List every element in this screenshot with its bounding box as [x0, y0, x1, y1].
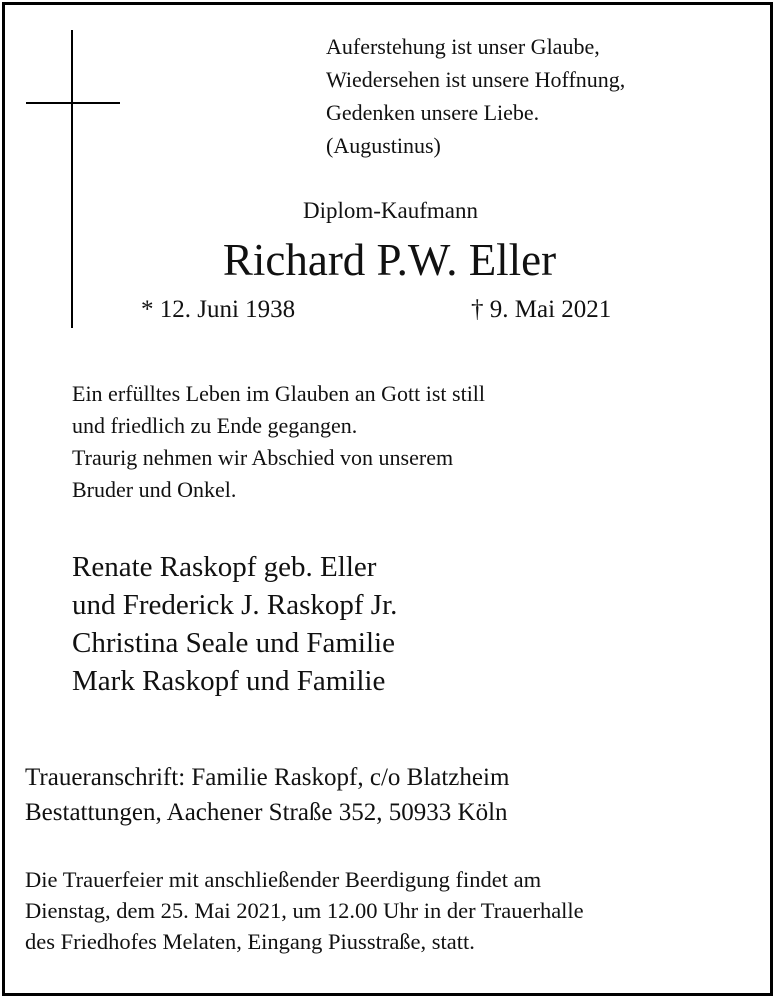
birth-date: * 12. Juni 1938 [141, 296, 296, 323]
quote-line: Wiedersehen ist unsere Hoffnung, [326, 67, 626, 92]
quote-line: Gedenken unsere Liebe. [326, 100, 540, 125]
address-line: Bestattungen, Aachener Straße 352, 50933 Köln [25, 799, 508, 826]
message-line: Traurig nehmen wir Abschied von unserem [72, 445, 454, 470]
message-line: Bruder und Onkel. [72, 477, 237, 502]
quote-attribution: (Augustinus) [326, 133, 441, 158]
address-line: Traueranschrift: Familie Raskopf, c/o Blatzheim [25, 764, 510, 791]
cross-horizontal-bar [26, 102, 120, 104]
mourner-line: und Frederick J. Raskopf Jr. [72, 589, 398, 621]
deceased-name: Richard P.W. Eller [222, 235, 557, 285]
message-line: Ein erfülltes Leben im Glauben an Gott ist still [72, 381, 486, 406]
mourner-line: Christina Seale und Familie [72, 627, 395, 659]
mourner-line: Mark Raskopf und Familie [72, 665, 386, 697]
quote-line: Auferstehung ist unser Glaube, [326, 34, 600, 59]
deceased-title: Diplom-Kaufmann [302, 198, 478, 223]
ceremony-line: Dienstag, dem 25. Mai 2021, um 12.00 Uhr in der Trauerhalle [25, 898, 584, 923]
message-line: und friedlich zu Ende gegangen. [72, 413, 358, 438]
ceremony-info [25, 864, 584, 957]
mourning-address [25, 760, 509, 830]
farewell-message [72, 378, 485, 506]
ceremony-line: Die Trauerfeier mit anschließender Beerdigung findet am [25, 867, 542, 892]
death-date: † 9. Mai 2021 [471, 296, 612, 323]
quote [326, 30, 625, 162]
ceremony-line: des Friedhofes Melaten, Eingang Piusstraße, statt. [25, 929, 475, 954]
mourner-line: Renate Raskopf geb. Eller [72, 551, 377, 583]
mourners-list [72, 548, 397, 700]
